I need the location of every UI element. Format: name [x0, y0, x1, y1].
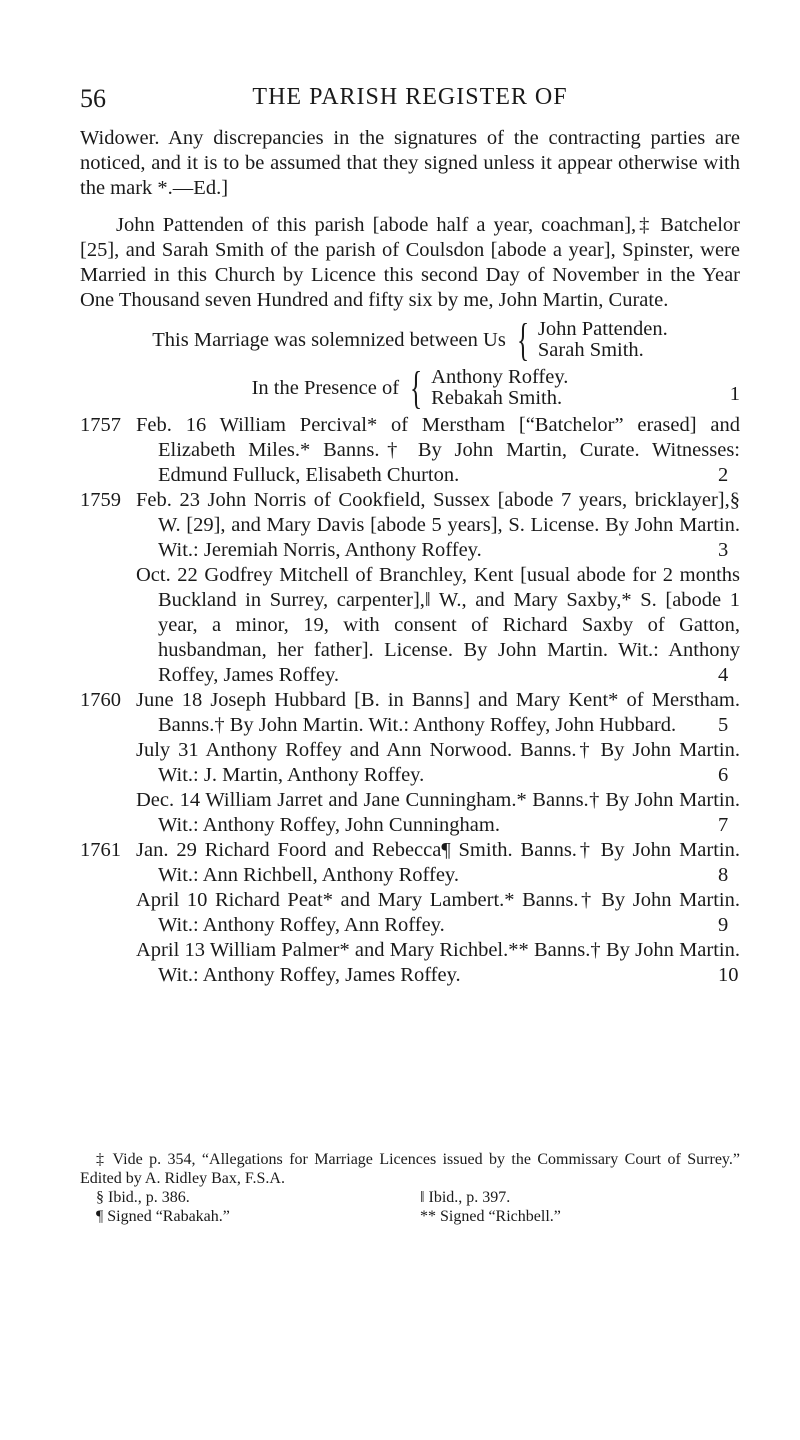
register-entry [80, 788, 740, 838]
register-entry [80, 688, 740, 738]
page-body [80, 126, 740, 988]
entry-year: 1760 [80, 689, 121, 711]
footnote-row [80, 1207, 740, 1226]
footnotes [80, 1150, 740, 1226]
register-entry [80, 563, 740, 688]
entry-number: 6 [718, 764, 729, 786]
page-number: 56 [80, 84, 106, 113]
entry-number: 4 [718, 664, 729, 686]
entry-year: 1761 [80, 839, 121, 861]
witnesses [431, 367, 568, 409]
witness-1: Anthony Roffey. [431, 366, 569, 388]
entry-year [80, 738, 136, 788]
entry-text: Feb. 16 William Percival* of Merstham [“Batchelor” erased] and Elizabeth Miles.* Banns.† By John Martin, Curate. Witnesses: Edmund Fulluck, Elisabeth Churton. [136, 414, 740, 486]
entry-text: April 13 William Palmer* and Mary Richbel.** Banns.† By John Martin. Wit.: Anthony Roffey, James Roffey. [136, 939, 740, 986]
footnote-4: ¶ Signed “Rabakah.” [96, 1208, 230, 1225]
footnote-5: ** Signed “Richbell.” [420, 1208, 561, 1225]
entry-text: April 10 Richard Peat* and Mary Lambert.* Banns.† By John Martin. Wit.: Anthony Roffey, Ann Roffey. [136, 889, 740, 936]
register-entry [80, 838, 740, 888]
signatory-bride: Sarah Smith. [537, 339, 644, 361]
entry-year [80, 788, 136, 838]
entry-text: Dec. 14 William Jarret and Jane Cunningham.* Banns.† By John Martin. Wit.: Anthony Roffey, John Cunningham. [136, 789, 740, 836]
entry-text: Feb. 23 John Norris of Cookfield, Sussex [abode 7 years, bricklayer],§ W. [29], and Mary Davis [abode 5 years], S. License. By John Martin. Wit.: Jeremiah Norris, Anthony Roffey. [136, 489, 740, 561]
marriage-entry: John Pattenden of this parish [abode half a year, coachman],‡ Batchelor [25], and Sarah Smith of the parish of Coulsdon [abode a year], Spinster, were Married in this Church by Licence this second Day of November in the Year One Thousand seven Hundred and fifty six by me, John Martin, Curate. [80, 214, 740, 311]
footnote-3: ‖ Ibid., p. 397. [420, 1189, 511, 1206]
entry-number: 5 [718, 714, 729, 736]
entry-number: 7 [718, 814, 729, 836]
brace-icon: { [516, 314, 529, 365]
entry-text: Jan. 29 Richard Foord and Rebecca¶ Smith. Banns.† By John Martin. Wit.: Ann Richbell, Anthony Roffey. [136, 839, 740, 886]
entry-year [80, 938, 136, 988]
entry-number: 9 [718, 914, 729, 936]
signatories [538, 319, 668, 361]
entry-text: July 31 Anthony Roffey and Ann Norwood. Banns.† By John Martin. Wit.: J. Martin, Anthony Roffey. [136, 739, 740, 786]
entry-number: 10 [718, 964, 739, 986]
page-header [80, 84, 740, 114]
footnote-2: § Ibid., p. 386. [96, 1189, 190, 1206]
register-entry [80, 738, 740, 788]
brace-icon: { [410, 362, 423, 413]
entry-year [80, 888, 136, 938]
register-entry [80, 938, 740, 988]
entry-year: 1759 [80, 489, 121, 511]
register-entry [80, 413, 740, 488]
entry-year [80, 563, 136, 688]
entry-number: 8 [718, 864, 729, 886]
register-entry [80, 488, 740, 563]
solemnized-label: This Marriage was solemnized between Us [152, 328, 506, 351]
entry-number: 3 [718, 539, 729, 561]
entry-number: 1 [729, 383, 740, 405]
witness-2: Rebakah Smith. [431, 387, 563, 409]
register-entries [80, 413, 740, 988]
presence-line [80, 362, 740, 413]
footnote-row [80, 1188, 740, 1207]
entry-text: Oct. 22 Godfrey Mitchell of Branchley, Kent [usual abode for 2 months Buckland in Surrey, carpenter],‖ W., and Mary Saxby,* S. [abode 1 year, a minor, 19, with consent of Richard Saxby of Gatton, husbandman, her father]. License. By John Martin. Wit.: Anthony Roffey, James Roffey. [136, 564, 740, 686]
footnote-1: ‡ Vide p. 354, “Allegations for Marriage Licences issued by the Commissary Court of Surrey.” Edited by A. Ridley Bax, F.S.A. [80, 1151, 740, 1187]
entry-number: 2 [718, 464, 729, 486]
signatory-groom: John Pattenden. [537, 318, 668, 340]
entry-text: June 18 Joseph Hubbard [B. in Banns] and Mary Kent* of Merstham. Banns.† By John Martin. Wit.: Anthony Roffey, John Hubbard. [136, 689, 740, 736]
solemnized-line [80, 314, 740, 365]
register-entry [80, 888, 740, 938]
entry-year: 1757 [80, 414, 121, 436]
running-head: THE PARISH REGISTER OF [252, 84, 568, 110]
intro-paragraph: Widower. Any discrepancies in the signatures of the contracting parties are noticed, and it is to be assumed that they signed unless it appear otherwise with the mark *.—Ed.] [80, 127, 740, 199]
presence-label: In the Presence of [251, 376, 400, 399]
